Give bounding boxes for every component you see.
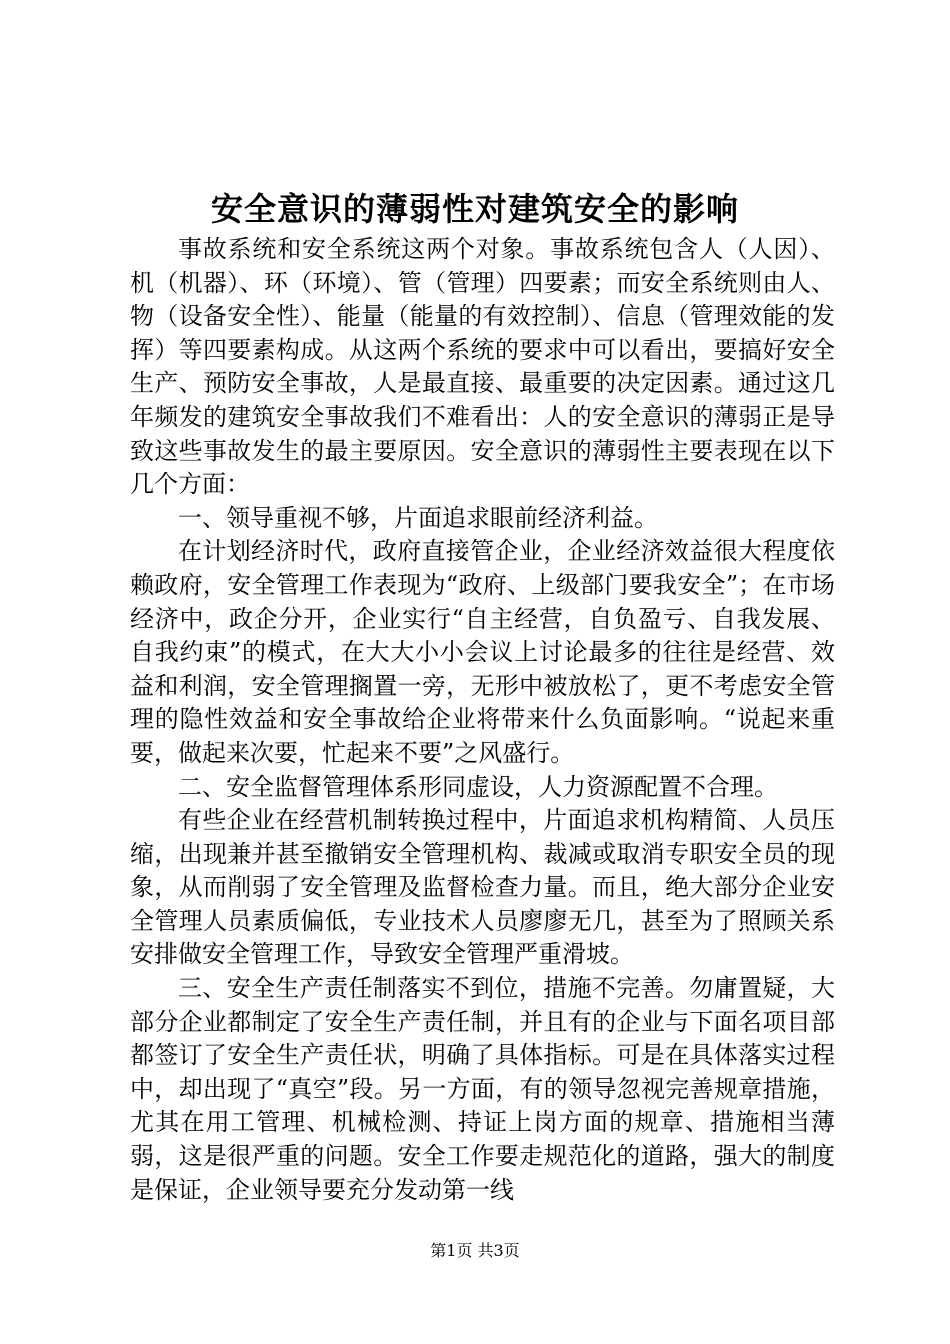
paragraph-intro: 事故系统和安全系统这两个对象。事故系统包含人（人因）、机（机器）、环（环境）、管（管理）四要素；而安全系统则由人、物（设备安全性）、能量（能量的有效控制）、信息（管理效能的发挥）等四要素构成。从这两个系统的要求中可以看出，要搞好安全生产、预防安全事故，人是最直接、最重要的决定因素。通过这几年频发的建筑安全事故我们不难看出：人的安全意识的薄弱正是导致这些事故发生的最主要原因。安全意识的薄弱性主要表现在以下几个方面：	[130, 235, 835, 499]
heading-section-1: 一、领导重视不够，片面追求眼前经济利益。	[178, 503, 658, 532]
page-footer: 第1页 共3页	[430, 1241, 520, 1260]
paragraph-section-2: 有些企业在经营机制转换过程中，片面追求机构精简、人员压缩，出现兼并甚至撤销安全管理机构、裁减或取消专职安全员的现象，从而削弱了安全管理及监督检查力量。而且，绝大部分企业安全管理人员素质偏低，专业技术人员廖廖无几，甚至为了照顾关系安排做安全管理工作，导致安全管理严重滑坡。	[130, 806, 835, 969]
document-title: 安全意识的薄弱性对建筑安全的影响	[210, 190, 739, 228]
document-body	[130, 233, 835, 1207]
heading-section-2: 二、安全监督管理体系形同虚设，人力资源配置不合理。	[178, 772, 778, 801]
paragraph-section-1: 在计划经济时代，政府直接管企业，企业经济效益很大程度依赖政府，安全管理工作表现为“政府、上级部门要我安全”；在市场经济中，政企分开，企业实行“自主经营，自负盈亏、自我发展、自我约束”的模式，在大大小小会议上讨论最多的往往是经营、效益和利润，安全管理搁置一旁，无形中被放松了，更不考虑安全管理的隐性效益和安全事故给企业将带来什么负面影响。“说起来重要，做起来次要，忙起来不要”之风盛行。	[130, 537, 835, 767]
paragraph-section-3: 三、安全生产责任制落实不到位，措施不完善。勿庸置疑，大部分企业都制定了安全生产责任制，并且有的企业与下面名项目部都签订了安全生产责任状，明确了具体指标。可是在具体落实过程中，却出现了“真空”段。另一方面，有的领导忽视完善规章措施，尤其在用工管理、机械检测、持证上岗方面的规章、措施相当薄弱，这是很严重的问题。安全工作要走规范化的道路，强大的制度是保证，企业领导要充分发动第一线	[130, 974, 835, 1204]
